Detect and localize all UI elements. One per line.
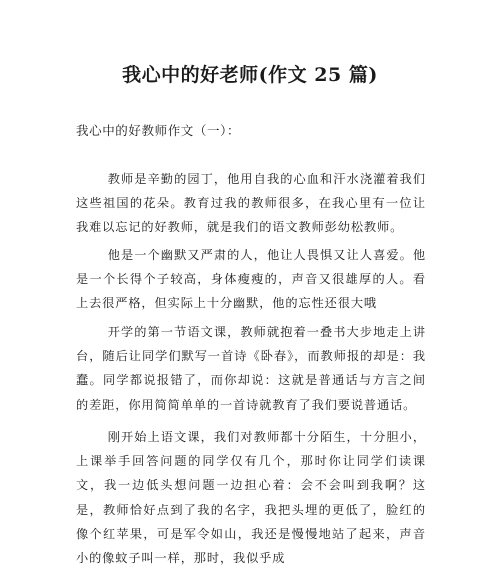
paragraph: 他是一个幽默又严肃的人，他让人畏惧又让人喜爱。他是一个长得个子较高，身体瘦瘦的，声音又很雄厚的人。看上去很严格，但实际上十分幽默，他的忘性还很大哦 (76, 248, 426, 311)
paragraph: 教师是辛勤的园丁，他用自我的心血和汗水浇灌着我们这些祖国的花朵。教育过我的教师很多，在我心里有一位让我难以忘记的好教师，就是我们的语文教师彭幼松教师。 (76, 172, 426, 235)
section-heading: 我心中的好教师作文（一）： (76, 123, 241, 138)
paragraph: 开学的第一节语文课，教师就抱着一叠书大步地走上讲台，随后让同学们默写一首诗《卧春》，而教师报的却是：我蠢。同学都说报错了，而你却说：这就是普通话与方言之间的差距，你用简简单单的一首诗就教育了我们要说普通话。 (76, 325, 426, 412)
document-title: 我心中的好老师(作文 25 篇) (122, 64, 378, 86)
paragraph: 刚开始上语文课，我们对教师都十分陌生，十分胆小，上课举手回答问题的同学仅有几个，那时你让同学们读课文，我一边低头想问题一边担心着：会不会叫到我啊？这是，教师恰好点到了我的名字，我把头埋的更低了，脸红的像个红苹果，可是军令如山，我还是慢慢地站了起来，声音小的像蚊子叫一样，那时，我似乎成 (76, 430, 426, 566)
